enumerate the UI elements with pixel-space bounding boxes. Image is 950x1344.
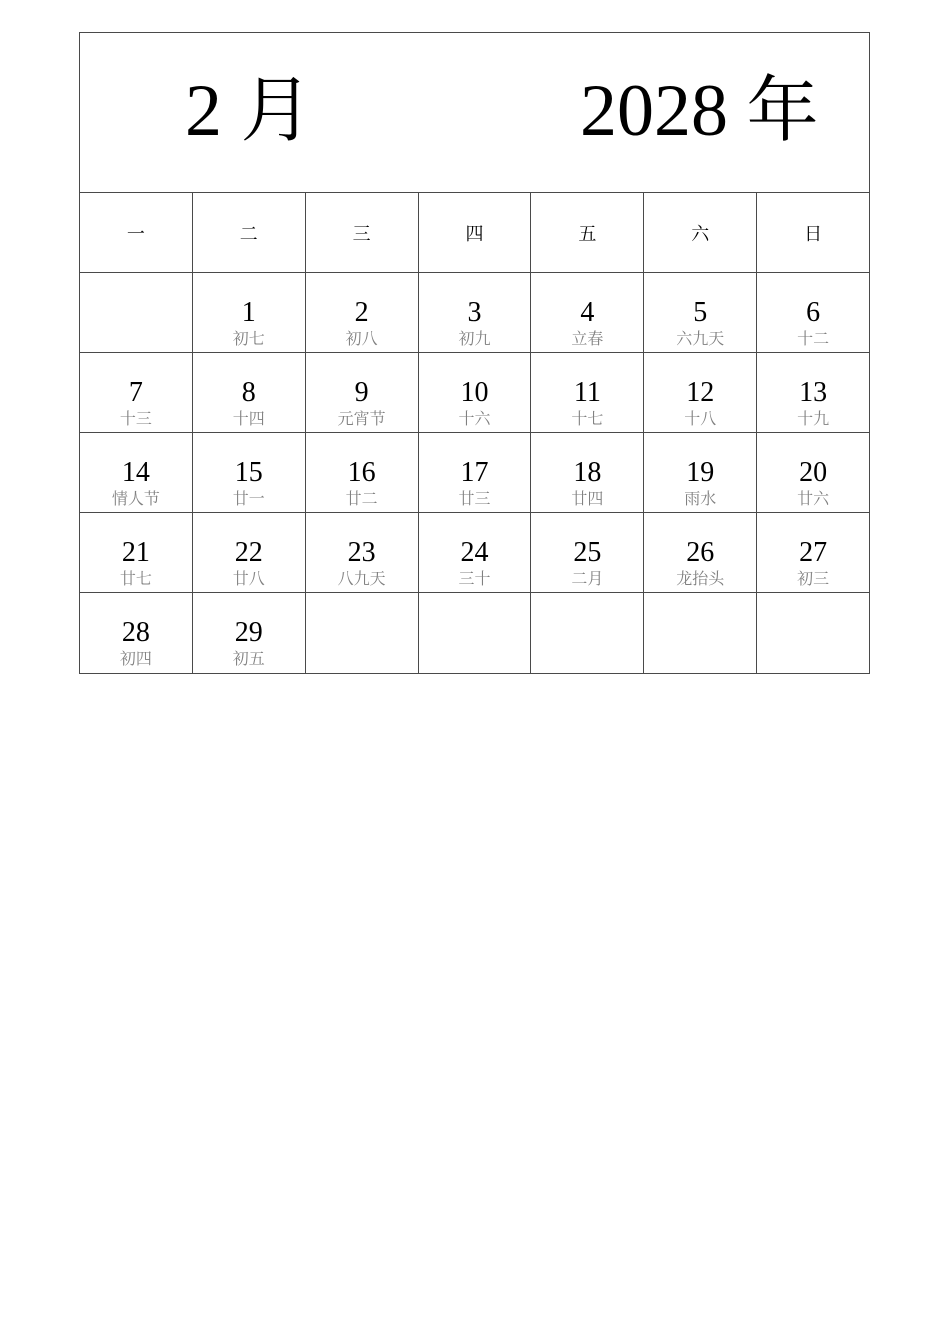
- day-number: 14: [121, 457, 150, 488]
- day-cell: [644, 513, 757, 592]
- month-title: [185, 70, 313, 151]
- calendar: [79, 32, 870, 674]
- day-cell: [306, 353, 419, 432]
- day-cell: [193, 513, 306, 592]
- year-number: 2028: [580, 70, 728, 152]
- day-cell: [80, 353, 193, 432]
- day-number: 2: [354, 297, 369, 328]
- lunar-date: 十四: [232, 409, 265, 428]
- lunar-date: 初五: [232, 649, 265, 668]
- day-cell: [193, 273, 306, 352]
- day-number: 8: [241, 377, 256, 408]
- year-title: [580, 70, 819, 151]
- empty-day-cell: [306, 593, 419, 673]
- day-cell: [193, 593, 306, 673]
- week-row: [80, 433, 869, 513]
- lunar-date: 十六: [458, 409, 491, 428]
- lunar-date: 十三: [119, 409, 152, 428]
- calendar-header: [80, 33, 869, 193]
- lunar-date: 三十: [458, 569, 491, 588]
- lunar-date: 六九天: [676, 329, 725, 348]
- weekday-header-row: [80, 193, 869, 273]
- day-number: 12: [686, 377, 715, 408]
- lunar-date: 情人节: [111, 489, 160, 508]
- day-number: 24: [460, 537, 489, 568]
- lunar-date: 立春: [571, 329, 604, 348]
- day-cell: [757, 353, 869, 432]
- weekday-fri: 五: [531, 193, 644, 272]
- day-cell: [644, 273, 757, 352]
- lunar-date: 雨水: [684, 489, 717, 508]
- day-number: 3: [467, 297, 482, 328]
- day-number: 16: [347, 457, 376, 488]
- day-cell: [80, 593, 193, 673]
- day-number: 10: [460, 377, 489, 408]
- lunar-date: 廿七: [119, 569, 152, 588]
- day-number: 17: [460, 457, 489, 488]
- day-cell: [757, 513, 869, 592]
- weekday-tue: 二: [193, 193, 306, 272]
- month-number: 2: [185, 70, 222, 152]
- day-number: 27: [799, 537, 828, 568]
- lunar-date: 二月: [571, 569, 604, 588]
- lunar-date: 八九天: [337, 569, 386, 588]
- lunar-date: 十二: [797, 329, 830, 348]
- day-number: 21: [121, 537, 150, 568]
- day-number: 29: [234, 617, 263, 648]
- day-number: 1: [241, 297, 256, 328]
- day-cell: [193, 433, 306, 512]
- empty-day-cell: [419, 593, 532, 673]
- lunar-date: 廿一: [232, 489, 265, 508]
- day-cell: [531, 433, 644, 512]
- day-number: 19: [686, 457, 715, 488]
- calendar-weeks: [80, 273, 869, 673]
- day-number: 11: [573, 377, 601, 408]
- day-number: 5: [693, 297, 708, 328]
- week-row: [80, 513, 869, 593]
- day-cell: [419, 353, 532, 432]
- day-cell: [757, 433, 869, 512]
- day-number: 23: [347, 537, 376, 568]
- day-cell: [644, 353, 757, 432]
- empty-day-cell: [757, 593, 869, 673]
- lunar-date: 十七: [571, 409, 604, 428]
- day-number: 28: [121, 617, 150, 648]
- lunar-date: 初九: [458, 329, 491, 348]
- day-number: 15: [234, 457, 263, 488]
- day-cell: [193, 353, 306, 432]
- week-row: [80, 273, 869, 353]
- day-cell: [531, 273, 644, 352]
- lunar-date: 廿六: [797, 489, 830, 508]
- day-cell: [80, 433, 193, 512]
- lunar-date: 初八: [345, 329, 378, 348]
- day-number: 9: [354, 377, 369, 408]
- day-number: 7: [128, 377, 143, 408]
- day-number: 13: [799, 377, 828, 408]
- month-suffix: 月: [240, 68, 313, 152]
- lunar-date: 初四: [119, 649, 152, 668]
- day-number: 6: [806, 297, 821, 328]
- lunar-date: 廿三: [458, 489, 491, 508]
- empty-day-cell: [531, 593, 644, 673]
- lunar-date: 廿四: [571, 489, 604, 508]
- lunar-date: 廿二: [345, 489, 378, 508]
- day-number: 22: [234, 537, 263, 568]
- lunar-date: 龙抬头: [676, 569, 725, 588]
- empty-day-cell: [80, 273, 193, 352]
- year-suffix: 年: [746, 68, 819, 152]
- weekday-thu: 四: [419, 193, 532, 272]
- day-cell: [306, 513, 419, 592]
- lunar-date: 初七: [232, 329, 265, 348]
- weekday-mon: 一: [80, 193, 193, 272]
- week-row: [80, 593, 869, 673]
- empty-day-cell: [644, 593, 757, 673]
- day-cell: [757, 273, 869, 352]
- week-row: [80, 353, 869, 433]
- weekday-sun: 日: [804, 223, 823, 245]
- weekday-sat: 六: [644, 193, 757, 272]
- day-cell: [531, 353, 644, 432]
- day-cell: [644, 433, 757, 512]
- day-cell: [419, 273, 532, 352]
- lunar-date: 十八: [684, 409, 717, 428]
- weekday-wed: 三: [306, 193, 419, 272]
- day-cell: [306, 273, 419, 352]
- lunar-date: 初三: [797, 569, 830, 588]
- day-number: 25: [573, 537, 602, 568]
- day-cell: [531, 513, 644, 592]
- day-number: 4: [580, 297, 595, 328]
- day-cell: [306, 433, 419, 512]
- day-number: 20: [799, 457, 828, 488]
- day-cell: [419, 433, 532, 512]
- day-cell: [80, 513, 193, 592]
- lunar-date: 廿八: [232, 569, 265, 588]
- lunar-date: 元宵节: [337, 409, 386, 428]
- day-cell: [419, 513, 532, 592]
- day-number: 26: [686, 537, 715, 568]
- lunar-date: 十九: [797, 409, 830, 428]
- day-number: 18: [573, 457, 602, 488]
